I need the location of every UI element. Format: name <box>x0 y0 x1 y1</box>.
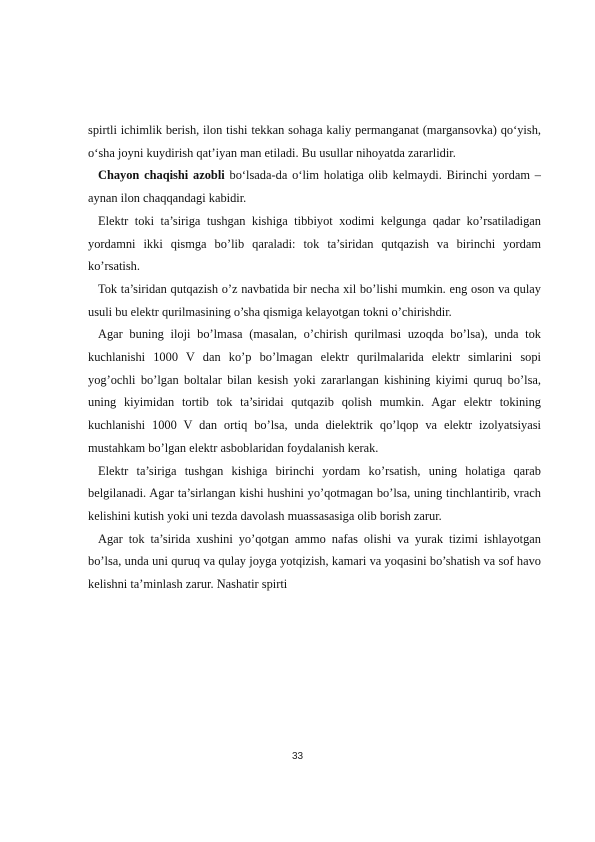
paragraph-7-text: Agar tok ta’sirida xushini yo’qotgan ammo nafas olishi va yurak tizimi ishlayotgan bo’lsa, unda uni quruq va qulay joyga yotqizish, kamari va yoqasini bo’shatish va sof havo kelishni ta’minlash zarur. Nashatir spirti <box>88 531 541 592</box>
paragraph-1-text: spirtli ichimlik berish, ilon tishi tekkan sohaga kaliy permanganat (margansovka) qo‘yish, o‘sha joyni kuydirish qat’iyan man etiladi. Bu usullar nihoyatda zararlidir. <box>88 123 541 160</box>
paragraph-1 <box>88 119 541 164</box>
page-number: 33 <box>291 751 304 762</box>
paragraph-3-text: Elektr toki ta’siriga tushgan kishiga tibbiyot xodimi kelgunga qadar ko’rsatiladigan yordamni ikki qismga bo’lib qaraladi: tok ta’siridan qutqazish va birinchi yordam ko’rsatish. <box>88 213 541 274</box>
paragraph-4 <box>88 278 541 323</box>
paragraph-2-heading: Chayon chaqishi azobli <box>98 168 225 183</box>
paragraph-2-text: bo‘lsada-da o‘lim holatiga olib kelmaydi. Birinchi yordam – aynan ilon chaqqandagi kabidir. <box>88 168 541 206</box>
paragraph-2 <box>88 164 541 209</box>
paragraph-3 <box>88 210 541 278</box>
document-body <box>88 119 541 596</box>
paragraph-5 <box>88 323 541 459</box>
paragraph-7 <box>88 528 541 596</box>
paragraph-6 <box>88 460 541 528</box>
paragraph-4-text: Tok ta’siridan qutqazish o’z navbatida bir necha xil bo’lishi mumkin. eng oson va qulay usuli bu elektr qurilmasining o’sha qismiga kelayotgan tokni o’chirishdir. <box>88 281 541 319</box>
paragraph-5-text: Agar buning iloji bo’lmasa (masalan, o’chirish qurilmasi uzoqda bo’lsa), unda tok kuchlanishi 1000 V dan ko’p bo’lmagan elektr qurilmalarida elektr simlarini sopi yog’ochli bo’lgan boltalar bilan kesish yoki zararlangan kishining kiyimi quruq bo’lsa, uning kiyimidan tortib tok ta’siridai qutqazib qolish mumkin. Agar elektr tokining kuchlanishi 1000 V dan ortiq bo’lsa, unda dielektrik qo’lqop va elektr izolyatsiyasi mustahkam bo’lgan elektr asboblaridan foydalanish kerak. <box>88 327 541 455</box>
paragraph-6-text: Elektr ta’siriga tushgan kishiga birinchi yordam ko’rsatish, uning holatiga qarab belgilanadi. Agar ta’sirlangan kishi hushini yo’qotmagan bo’lsa, uning tinchlantirib, vrach kelishini kutish yoki uni tezda davolash muassasasiga olib borish zarur. <box>88 463 541 523</box>
